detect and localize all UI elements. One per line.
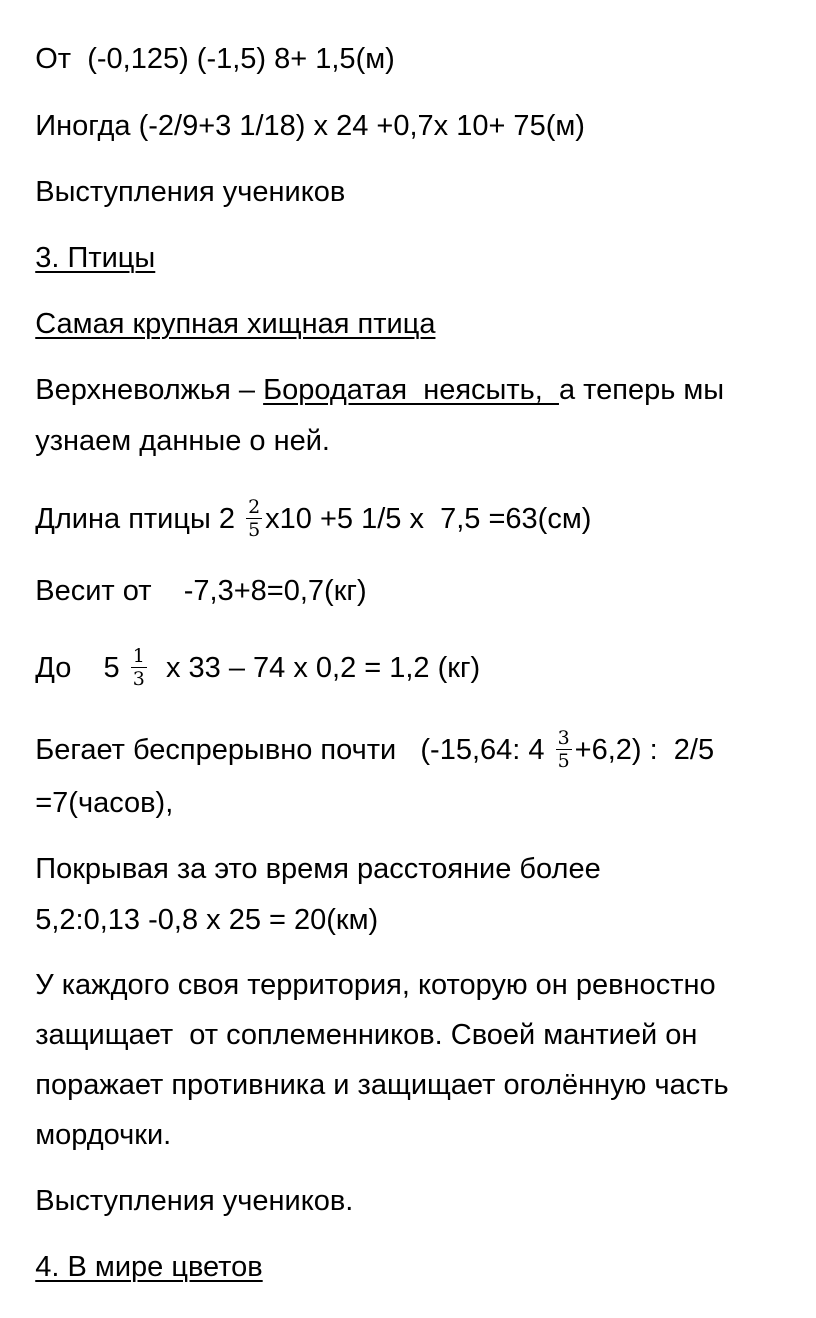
line-text: Весит от -7,3+8=0,7(кг) [35,575,367,607]
line-text: До 5 [35,652,128,685]
fraction-numerator: 3 [557,727,570,749]
section-heading-flowers [3,1216,263,1318]
line-text: Бегает беспрерывно почти (-15,64: 4 [35,734,553,767]
fraction [556,728,572,771]
line-text: х 33 – 74 х 0,2 = 1,2 (кг) [149,652,481,685]
line-text: а теперь мы [558,374,725,406]
fraction-denominator: 5 [248,519,261,541]
fraction-denominator: 3 [132,668,145,690]
fraction-numerator: 1 [132,645,145,667]
fraction-denominator: 5 [557,750,570,772]
line-text: Выступления учеников [35,176,346,208]
line-text: Иногда (-2/9+3 1/18) х 24 +0,7х 10+ 75(м) [35,110,585,142]
line-text: защищает от соплеменников. Своей мантией он [35,1019,698,1051]
bird-name-underlined: Бородатая неясыть, [263,374,559,406]
fraction [246,497,262,540]
line-text: 5,2:0,13 -0,8 х 25 = 20(км) [35,904,379,936]
heading-text: 3. Птицы [35,242,156,274]
line-text: Длина птицы 2 [35,503,244,536]
line-text: Верхневолжья – [35,374,264,406]
line-text: +6,2) : 2/5 [574,734,715,767]
line-text: От (-0,125) (-1,5) 8+ 1,5(м) [35,43,395,75]
line-text: У каждого своя территория, которую он ревностно [35,969,716,1001]
line-text: Выступления учеников. [35,1185,354,1217]
fraction-numerator: 2 [248,496,261,518]
line-text: поражает противника и защищает оголённую часть [35,1069,729,1101]
line-text: узнаем данные о ней. [35,425,330,457]
line-text: мордочки. [35,1119,172,1151]
subheading-text: Самая крупная хищная птица [35,308,436,340]
line-text: =7(часов), [35,787,174,819]
line-text: х10 +5 1/5 х 7,5 =63(см) [265,503,592,536]
heading-text: 4. В мире цветов [35,1251,263,1283]
fraction [131,646,147,689]
line-text: Покрывая за это время расстояние более [35,853,601,885]
